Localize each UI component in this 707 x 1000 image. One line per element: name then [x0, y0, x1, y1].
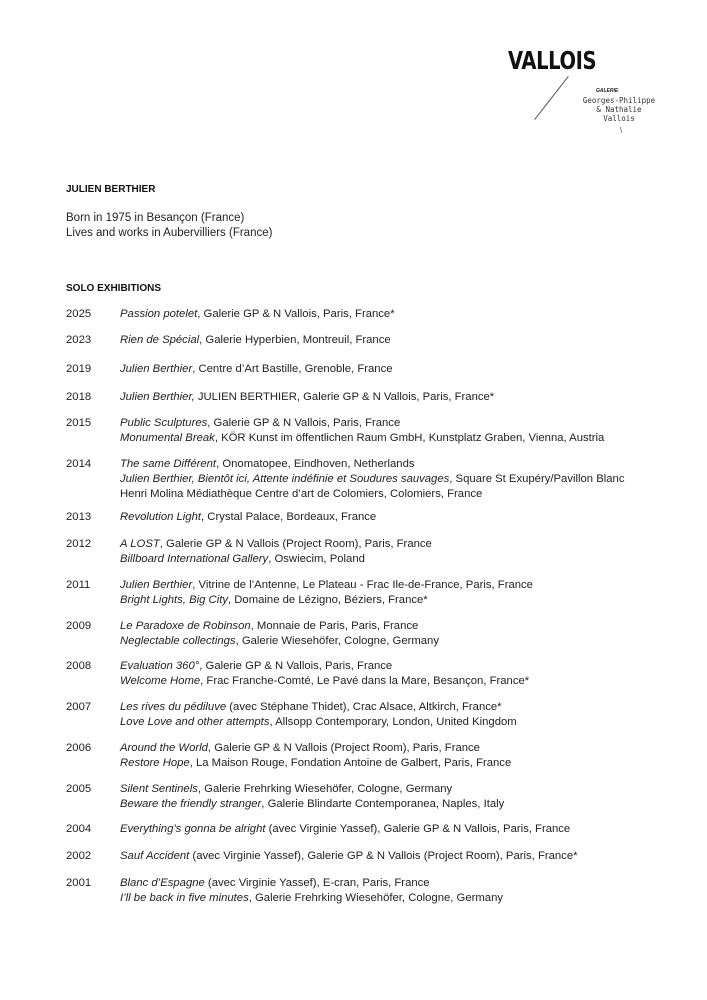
exhibition-line: [120, 390, 494, 405]
exhibition-details: , Galerie Frehrking Wiesehöfer, Cologne, Germany: [197, 783, 453, 795]
artist-bio: [66, 211, 272, 241]
exhibition-title: The same Différent: [120, 458, 217, 470]
exhibition-details: , Galerie GP & N Vallois (Project Room), Paris, France: [159, 538, 432, 550]
exhibition-details: , Galerie Frehrking Wiesehöfer, Cologne, Germany: [248, 892, 504, 904]
bio-born: Born in 1975 in Besançon (France): [66, 212, 245, 224]
exhibition-title: Welcome Home: [120, 675, 201, 687]
exhibition-line: [120, 333, 391, 348]
exhibition-line: [120, 782, 504, 797]
exhibition-lines: [120, 390, 494, 405]
exhibition-details: , Galerie GP & N Vallois, Paris, France: [207, 417, 401, 429]
exhibition-year: 2013: [66, 511, 92, 523]
exhibition-line: [120, 578, 533, 593]
exhibition-details: , Galerie GP & N Vallois, Paris, France*: [197, 308, 395, 320]
exhibition-title: Billboard International Gallery: [120, 553, 269, 565]
exhibition-year: 2018: [66, 391, 92, 403]
exhibition-line: [120, 431, 604, 446]
exhibition-lines: [120, 307, 395, 322]
logo-small-label: GALERIE: [596, 88, 619, 94]
exhibition-line: [120, 849, 578, 864]
exhibition-year: 2001: [66, 877, 92, 889]
exhibition-details: , Square St Exupéry/Pavillon Blanc: [449, 473, 625, 485]
exhibition-details: , Galerie GP & N Vallois, Paris, France: [199, 660, 393, 672]
exhibition-line: [120, 593, 533, 608]
exhibition-year: 2006: [66, 742, 92, 754]
exhibition-title: Bright Lights, Big City: [120, 594, 228, 606]
exhibition-lines: [120, 510, 376, 525]
exhibition-line: [120, 362, 393, 377]
exhibition-year: 2012: [66, 538, 92, 550]
exhibition-line: [120, 537, 432, 552]
artist-name: JULIEN BERTHIER: [66, 184, 156, 195]
section-title-solo-exhibitions: SOLO EXHIBITIONS: [66, 283, 162, 294]
exhibition-lines: [120, 333, 391, 348]
exhibition-lines: [120, 782, 504, 812]
exhibition-year: 2005: [66, 783, 92, 795]
exhibition-details: , Vitrine de l’Antenne, Le Plateau - Frac Ile-de-France, Paris, France: [192, 579, 533, 591]
exhibition-details: , Allsopp Contemporary, London, United Kingdom: [269, 716, 517, 728]
logo-slash-line: [534, 76, 569, 120]
exhibition-line: [120, 891, 503, 906]
exhibition-year: 2008: [66, 660, 92, 672]
exhibition-details: , Onomatopee, Eindhoven, Netherlands: [216, 458, 415, 470]
exhibition-title: Monumental Break: [120, 432, 215, 444]
exhibition-year: 2025: [66, 308, 92, 320]
exhibition-lines: [120, 416, 604, 446]
exhibition-details: (avec Virginie Yassef), Galerie GP & N Vallois, Paris, France: [265, 823, 571, 835]
exhibition-details: , Galerie Hyperbien, Montreuil, France: [199, 334, 391, 346]
exhibition-line: [120, 876, 503, 891]
exhibition-year: 2015: [66, 417, 92, 429]
logo-names: [574, 96, 664, 123]
exhibition-details: (avec Virginie Yassef), E-cran, Paris, France: [204, 877, 430, 889]
exhibition-details: , KÖR Kunst im öffentlichen Raum GmbH, Kunstplatz Graben, Vienna, Austria: [214, 432, 605, 444]
exhibition-title: Restore Hope: [120, 757, 190, 769]
exhibition-line: [120, 715, 517, 730]
exhibition-details: Henri Molina Médiathèque Centre d’art de Colomiers, Colomiers, France: [120, 488, 483, 500]
exhibition-line: [120, 756, 511, 771]
exhibition-lines: [120, 362, 393, 377]
exhibition-year: 2023: [66, 334, 92, 346]
exhibition-details: (avec Virginie Yassef), Galerie GP & N Vallois (Project Room), Paris, France*: [189, 850, 578, 862]
exhibition-title: Passion potelet: [120, 308, 198, 320]
exhibition-details: , Domaine de Lézigno, Béziers, France*: [228, 594, 428, 606]
exhibition-title: Love Love and other attempts: [120, 716, 270, 728]
exhibition-lines: [120, 876, 503, 906]
exhibition-details: , Galerie GP & N Vallois (Project Room), Paris, France: [207, 742, 480, 754]
exhibition-title: I’ll be back in five minutes: [120, 892, 249, 904]
exhibition-year: 2009: [66, 620, 92, 632]
exhibition-details: (avec Stéphane Thidet), Crac Alsace, Altkirch, France*: [226, 701, 502, 713]
exhibition-title: Neglectable collectings: [120, 635, 236, 647]
exhibition-line: [120, 634, 439, 649]
exhibition-line: [120, 487, 624, 502]
exhibition-line: [120, 510, 376, 525]
exhibition-lines: [120, 619, 439, 649]
exhibition-title: Around the World: [120, 742, 208, 754]
exhibition-title: Julien Berthier: [120, 363, 193, 375]
exhibition-lines: [120, 700, 517, 730]
exhibition-title: Beware the friendly stranger: [120, 798, 262, 810]
exhibition-title: Silent Sentinels: [120, 783, 198, 795]
exhibition-year: 2007: [66, 701, 92, 713]
exhibition-line: [120, 797, 504, 812]
exhibition-lines: [120, 659, 529, 689]
logo-name-line: & Nathalie: [596, 105, 642, 114]
exhibition-title: Blanc d’Espagne: [120, 877, 205, 889]
exhibition-year: 2004: [66, 823, 92, 835]
exhibition-year: 2014: [66, 458, 92, 470]
exhibition-lines: [120, 537, 432, 567]
exhibition-year: 2002: [66, 850, 92, 862]
exhibition-details: , Oswiecim, Poland: [268, 553, 365, 565]
exhibition-title: Sauf Accident: [120, 850, 190, 862]
exhibition-title: A LOST: [120, 538, 160, 550]
exhibition-line: [120, 552, 432, 567]
exhibition-title: Julien Berthier,: [120, 391, 198, 403]
exhibition-title: Julien Berthier: [120, 579, 193, 591]
exhibition-line: [120, 741, 511, 756]
exhibition-line: [120, 822, 570, 837]
exhibition-title: Rien de Spécial: [120, 334, 200, 346]
exhibition-title: Le Paradoxe de Robinson: [120, 620, 251, 632]
logo-name-line: Georges-Philippe: [582, 96, 656, 105]
gallery-logo: [508, 46, 656, 156]
logo-wordmark: VALLOIS: [508, 46, 597, 75]
exhibition-title: Everything’s gonna be alright: [120, 823, 266, 835]
exhibition-lines: [120, 849, 578, 864]
logo-name-line: Vallois: [603, 114, 635, 123]
exhibition-lines: [120, 822, 570, 837]
exhibition-line: [120, 307, 395, 322]
exhibition-title: Revolution Light: [120, 511, 202, 523]
exhibition-year: 2011: [66, 579, 91, 591]
exhibition-line: [120, 472, 624, 487]
exhibition-line: [120, 700, 517, 715]
exhibition-line: [120, 674, 529, 689]
exhibition-details: , Galerie Wiesehöfer, Cologne, Germany: [235, 635, 439, 647]
exhibition-lines: [120, 457, 624, 502]
exhibition-line: [120, 619, 439, 634]
exhibition-details: , Monnaie de Paris, Paris, France: [250, 620, 419, 632]
exhibition-details: JULIEN BERTHIER, Galerie GP & N Vallois, Paris, France*: [197, 391, 495, 403]
exhibition-lines: [120, 578, 533, 608]
exhibition-line: [120, 457, 624, 472]
exhibition-details: , Crystal Palace, Bordeaux, France: [201, 511, 377, 523]
exhibition-title: Les rives du pédiluve: [120, 701, 227, 713]
bio-lives: Lives and works in Aubervilliers (France): [66, 227, 273, 239]
exhibition-line: [120, 659, 529, 674]
exhibition-line: [120, 416, 604, 431]
exhibition-title: Evaluation 360°: [120, 660, 200, 672]
exhibition-details: , Frac Franche-Comté, Le Pavé dans la Mare, Besançon, France*: [200, 675, 530, 687]
exhibition-year: 2019: [66, 363, 92, 375]
exhibition-details: , La Maison Rouge, Fondation Antoine de Galbert, Paris, France: [189, 757, 512, 769]
exhibition-lines: [120, 741, 511, 771]
exhibition-title: Julien Berthier, Bientôt ici, Attente indéfinie et Soudures sauvages: [120, 473, 450, 485]
exhibition-details: , Galerie Blindarte Contemporanea, Naples, Italy: [261, 798, 505, 810]
logo-mark: \: [620, 126, 623, 135]
exhibition-title: Public Sculptures: [120, 417, 208, 429]
exhibition-details: , Centre d’Art Bastille, Grenoble, France: [192, 363, 393, 375]
